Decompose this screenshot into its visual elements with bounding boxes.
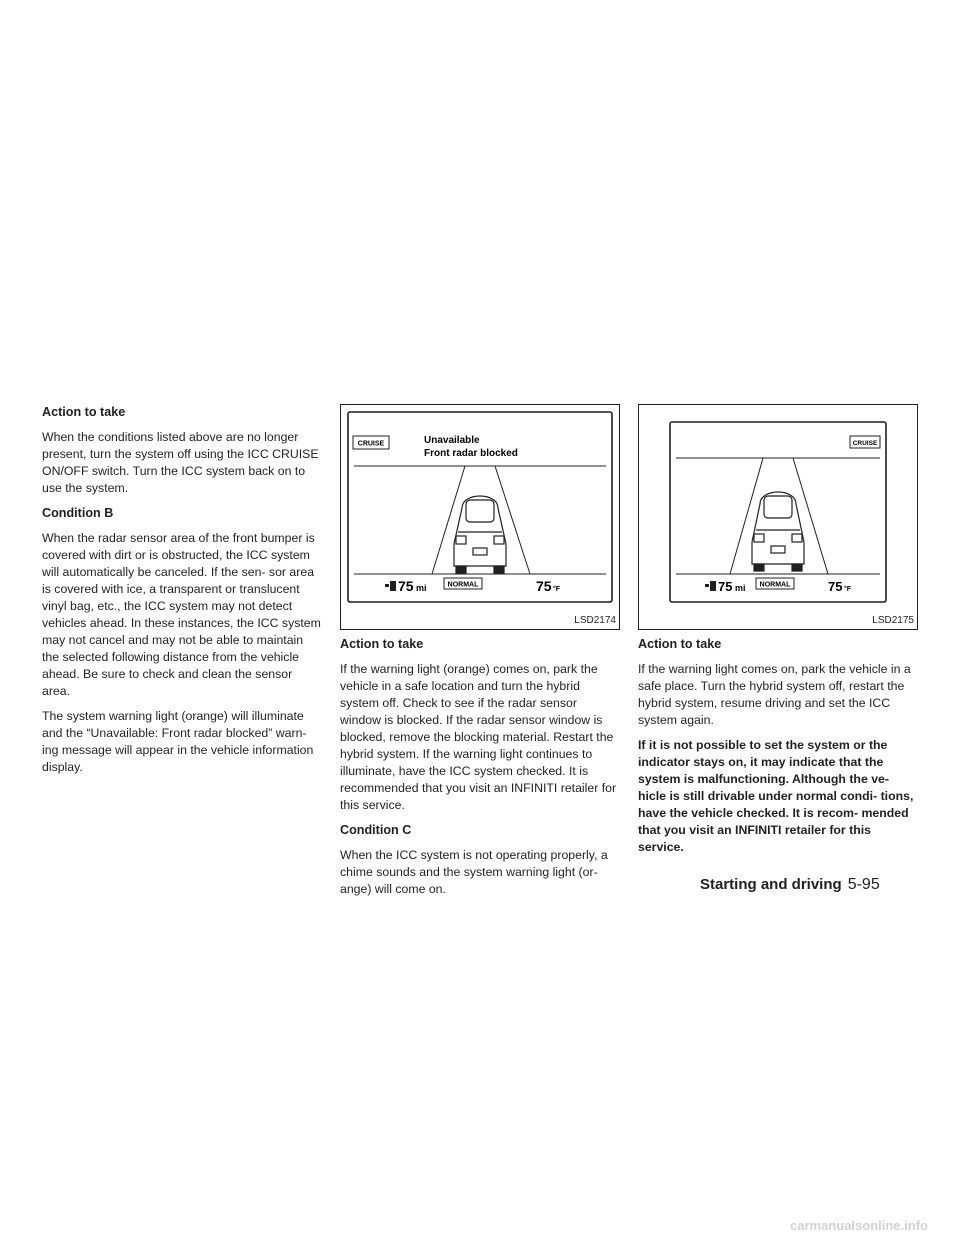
vehicle-rear-icon <box>752 492 804 571</box>
figure-code: LSD2174 <box>574 615 616 626</box>
temp-value: 75 <box>536 578 552 594</box>
text-column-3 <box>638 404 918 864</box>
drive-mode-label: NORMAL <box>759 581 791 589</box>
watermark: carmanualsonline.info <box>790 1218 928 1233</box>
range-unit: mi <box>416 583 427 593</box>
cruise-label: CRUISE <box>357 440 385 448</box>
cruise-label: CRUISE <box>852 440 878 447</box>
display-illustration-2 <box>638 404 918 630</box>
text-column-1 <box>42 404 322 784</box>
paragraph: If the warning light comes on, park the vehicle in a safe place. Turn the hybrid system off, restart the hybrid system, resume driving and set the ICC system again. <box>638 662 911 727</box>
heading-condition-b: Condition B <box>42 506 114 520</box>
vehicle-rear-icon <box>454 496 506 573</box>
warning-msg-line2: Front radar blocked <box>424 448 518 459</box>
figure-cruise-display <box>638 404 918 630</box>
text-column-2 <box>340 404 620 906</box>
heading-condition-c: Condition C <box>340 823 412 837</box>
heading-action-to-take: Action to take <box>340 637 424 651</box>
heading-action-to-take: Action to take <box>638 637 722 651</box>
temp-unit: °F <box>553 586 561 593</box>
page-number: 5-95 <box>847 876 880 893</box>
heading-action-to-take: Action to take <box>42 405 126 419</box>
drive-mode-label: NORMAL <box>447 581 479 589</box>
figure-code: LSD2175 <box>872 615 914 626</box>
paragraph: If the warning light (orange) comes on, park the vehicle in a safe location and turn the hybrid system off. Check to see if the radar sensor window is blocked. If the radar sensor window is blocked, remove the blocking material. Restart the hybrid system. If the warning light continues to illuminate, have the ICC system checked. It is recommended that you visit an INFINITI retailer for this service. <box>340 662 617 812</box>
display-illustration-1 <box>340 404 620 630</box>
paragraph: When the radar sensor area of the front bumper is covered with dirt or is obstructed, the ICC system will automatically be canceled. If the sen- sor area is covered with ice, a transparent or translucent vinyl bag, etc., the ICC system may not detect vehicles ahead. In these instances, the ICC system may not cancel and may not be able to maintain the selected following distance from the vehicle ahead. Be sure to check and clean the sensor area. <box>42 531 321 698</box>
figure-radar-blocked-display <box>340 404 620 630</box>
section-title: Starting and driving <box>700 876 842 893</box>
range-value: 75 <box>398 578 414 594</box>
temp-unit: °F <box>844 586 852 593</box>
paragraph: The system warning light (orange) will illuminate and the “Unavailable: Front radar blocked” warn- ing message will appear in the vehicle information display. <box>42 709 314 774</box>
paragraph: When the conditions listed above are no longer present, turn the system off using the ICC CRUISE ON/OFF switch. Turn the ICC system back on to use the system. <box>42 430 319 495</box>
range-unit: mi <box>735 583 746 593</box>
paragraph: When the ICC system is not operating properly, a chime sounds and the system warning light (or- ange) will come on. <box>340 848 608 896</box>
warning-msg-line1: Unavailable <box>424 435 480 446</box>
paragraph-bold-note: If it is not possible to set the system or the indicator stays on, it may indicate that the system is malfunctioning. Although the ve- hicle is still drivable under normal condi- tions, have the vehicle checked. It is recom- mended that you visit an INFINITI retailer for this service. <box>638 738 914 854</box>
page-footer <box>700 876 920 894</box>
range-value: 75 <box>718 579 733 594</box>
temp-value: 75 <box>828 579 843 594</box>
